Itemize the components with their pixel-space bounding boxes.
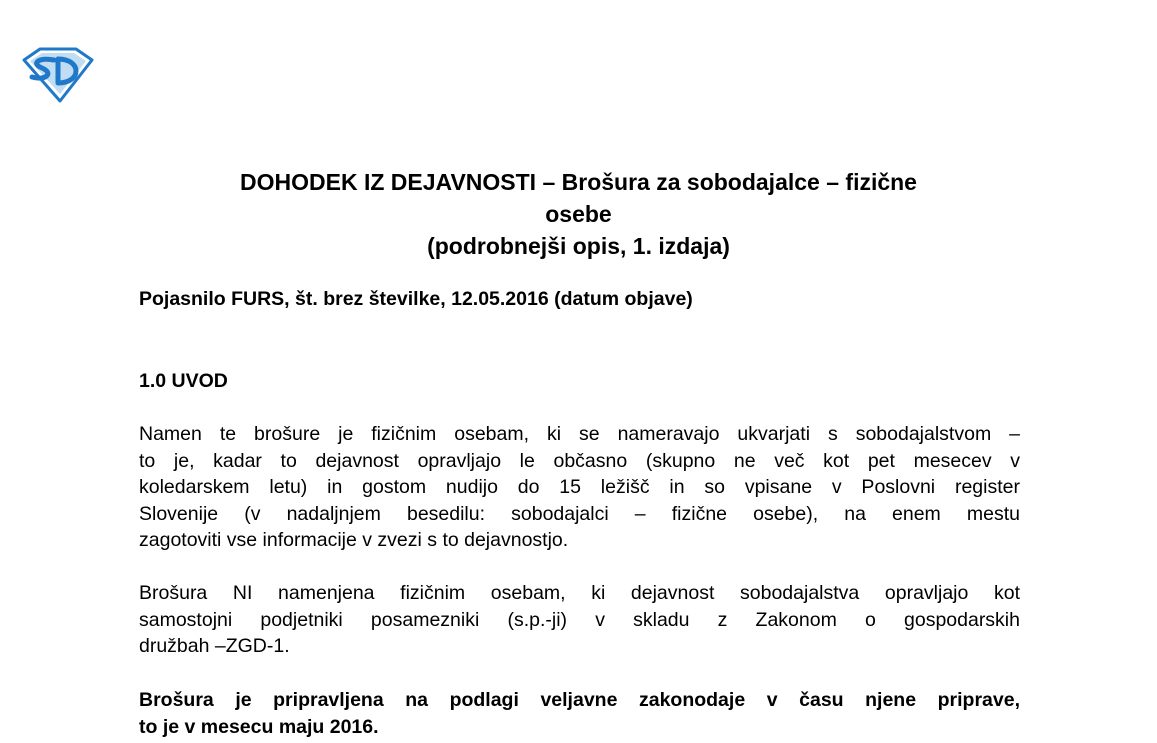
scope-paragraph	[139, 580, 1020, 660]
paragraph-line: zagotoviti vse informacije v zvezi s to dejavnostjo.	[139, 529, 569, 551]
legal-basis-paragraph	[139, 687, 1020, 740]
paragraph-line: Brošura je pripravljena na podlagi veljavne zakonodaje v času njene priprave,	[139, 689, 1020, 711]
source-note: Pojasnilo FURS, št. brez številke, 12.05.2016 (datum objave)	[139, 288, 693, 310]
document-title	[100, 166, 1057, 262]
paragraph-line: Brošura NI namenjena fizičnim osebam, ki dejavnost sobodajalstva opravljajo kot	[139, 582, 1020, 604]
paragraph-line: to je, kadar to dejavnost opravljajo le občasno (skupno ne več kot pet mesecev v	[139, 449, 1020, 472]
paragraph-line: Slovenije (v nadaljnjem besedilu: sobodajalci – fizične osebe), na enem mestu	[139, 502, 1020, 525]
paragraph-line: Namen te brošure je fizičnim osebam, ki se nameravajo ukvarjati s sobodajalstvom –	[139, 423, 1020, 445]
paragraph-line: samostojni podjetniki posamezniki (s.p.-ji) v skladu z Zakonom o gospodarskih	[139, 608, 1020, 631]
sd-shield-logo-icon	[20, 46, 96, 104]
paragraph-line: to je v mesecu maju 2016.	[139, 715, 379, 738]
section-heading: 1.0 UVOD	[139, 370, 228, 392]
paragraph-line: družbah –ZGD-1.	[139, 635, 290, 657]
title-line-1: DOHODEK IZ DEJAVNOSTI – Brošura za sobodajalce – fizične	[240, 169, 917, 195]
paragraph-line: koledarskem letu) in gostom nudijo do 15 ležišč in so vpisane v Poslovni register	[139, 476, 1020, 498]
title-line-3: (podrobnejši opis, 1. izdaja)	[427, 233, 730, 259]
title-line-2: osebe	[545, 201, 612, 227]
intro-paragraph	[139, 421, 1020, 554]
